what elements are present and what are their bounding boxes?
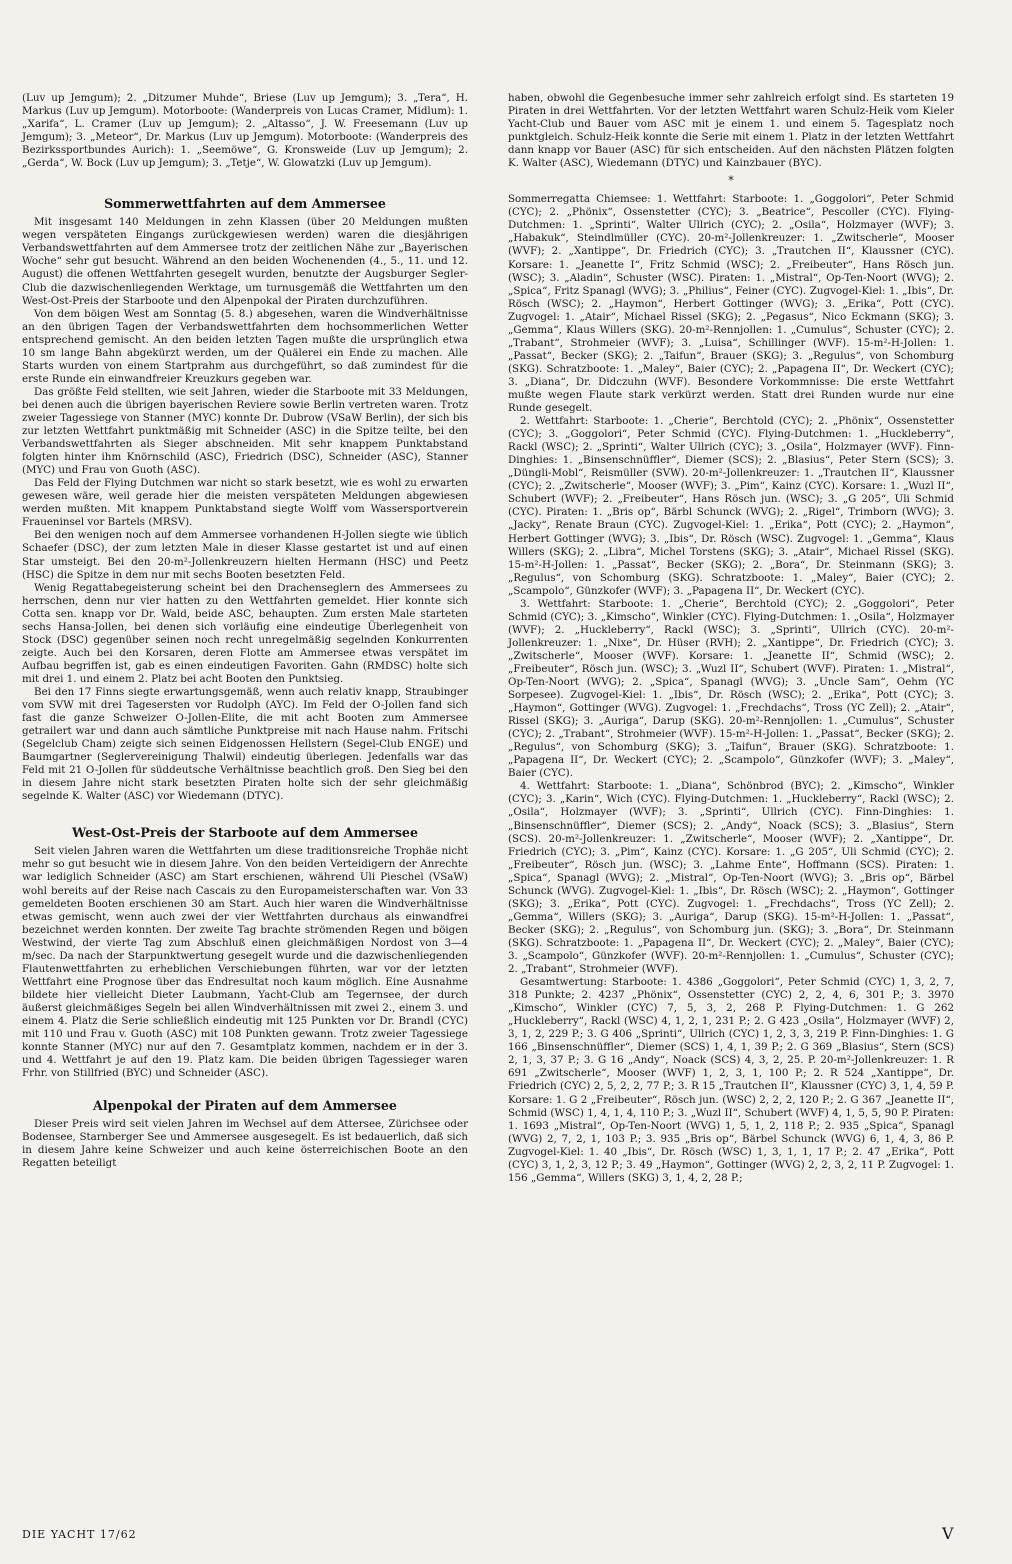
paragraph: Von dem böigen West am Sonntag (5. 8.) abgesehen, waren die Windverhältnisse an den übrigen Tagen der Verbandswettfahrten dem hochsommerlichen Wetter entsprechend gemischt. An den beiden letzten Tagen mußte die ursprünglich etwa 10 sm lange Bahn abgekürzt werden, um der Quälerei ein Ende zu machen. Alle Starts wurden von einem Startprahm aus durchgeführt, so daß zumindest für die erste Runde ein einwandfreier Kreuzkurs gegeben war.: [22, 307, 468, 385]
right-column: [508, 92, 954, 1185]
paragraph: Bei den 17 Finns siegte erwartungsgemäß, wenn auch relativ knapp, Straubinger vom SVW mit drei Tagesersten vor Rudolph (AYC). Im Feld der O-Jollen fand sich fast die ganze Schweizer O-Jollen-Elite, die mit acht Booten zum Ammersee getrailert war und dann auch sämtliche Punktpreise mit nach Hause nahm. Fritschi (Segelclub Cham) zeigte sich seinen Eidgenossen Hellstern (Segel-Club ENGE) und Baumgartner (Seglervereinigung Thalwil) eindeutig überlegen. Jedenfalls war das Feld mit 21 O-Jollen für süddeutsche Verhältnisse beachtlich groß. Den Sieg bei den in diesem Jahre nicht stark besetzten Piraten holte sich der sehr gleichmäßig segelnde K. Walter (ASC) vor Wiedemann (DTYC).: [22, 685, 468, 803]
right-intro-paragraph: haben, obwohl die Gegenbesuche immer sehr zahlreich erfolgt sind. Es starteten 19 Piraten in drei Wettfahrten. Vor der letzten Wettfahrt waren Schulz-Heik vom Kieler Yacht-Club und Bauer vom ASC mit je einem 1. und einem 5. Tagesplatz noch punktgleich. Schulz-Heik konnte die Serie mit einem 1. Platz in der letzten Wettfahrt dann knapp vor Bauer (ASC) für sich entscheiden. Auf den nächsten Plätzen folgten K. Walter (ASC), Wiedemann (DTYC) und Kainzbauer (BYC).: [508, 92, 954, 170]
page-number: V: [942, 1524, 954, 1543]
paragraph: Das Feld der Flying Dutchmen war nicht so stark besetzt, wie es wohl zu erwarten gewesen wäre, weil gerade hier die meisten verspäteten Meldungen abgewiesen werden mußten. Mit knappem Punktabstand siegte Wolff vom Wassersportverein Fraueninsel vor Bartels (MRSV).: [22, 477, 468, 529]
publication-footer: DIE YACHT 17/62: [22, 1528, 137, 1541]
results-paragraph: 2. Wettfahrt: Starboote: 1. „Cherie“, Berchtold (CYC); 2. „Phönix“, Ossenstetter (CYC); 3. „Goggolori“, Peter Schmid (CYC). Flying-Dutchmen: 1. „Huckleberry“, Rackl (WSC); 2. „Sprinti“, Walter Ullrich (CYC); 3. „Osila“, Holzmayer (WVF). Finn-Dinghies: 1. „Binsenschnüffler“, Diemer (SCS); 2. „Blasius“, Peter Stern (SCS); 3. „Düngli-Mobl“, Reismüller (SVW). 20-m²-Jollenkreuzer: 1. „Trautchen II“, Klaussner (CYC); 2. „Zwitscherle“, Mooser (WVF); 3. „Pim“, Kainz (CYC). Korsare: 1. „Wuzl II“, Schubert (WVF); 2. „Freibeuter“, Hans Rösch jun. (WSC); 3. „G 205“, Uli Schmid (CYC). Piraten: 1. „Bris op“, Bärbl Schunck (WVG); 2. „Rigel“, Trimborn (WVG); 3. „Jacky“, Renate Braun (CYC). Zugvogel-Kiel: 1. „Erika“, Pott (CYC); 2. „Haymon“, Herbert Gottinger (WVG); 3. „Ibis“, Dr. Rösch (WSC). Zugvogel: 1. „Gemma“, Klaus Willers (SKG); 2. „Libra“, Michel Torstens (SKG); 3. „Atair“, Michael Rissel (SKG). 15-m²-H-Jollen: 1. „Passat“, Becker (SKG); 2. „Bora“, Dr. Steinmann (SKG); 3. „Regulus“, von Schomburg (SKG). Schratzboote: 1. „Maley“, Baier (CYC); 2. „Scampolo“, Günzkofer (WVF); 3. „Papagena II“, Dr. Weckert (CYC).: [508, 415, 954, 597]
section-heading-west-ost-preis: West-Ost-Preis der Starboote auf dem Ammersee: [72, 825, 418, 841]
paragraph: Bei den wenigen noch auf dem Ammersee vorhandenen H-Jollen siegte wie üblich Schaefer (DSC), der zum letzten Male in dieser Klasse gestartet ist und auf einen Star umsteigt. Bei den 20-m²-Jollenkreuzern hielten Hermann (HSC) und Peetz (HSC) die Spitze in dem nur mit sechs Booten besetzten Feld.: [22, 529, 468, 581]
left-column: [22, 92, 468, 1170]
section-heading-alpenpokal: Alpenpokal der Piraten auf dem Ammersee: [93, 1098, 397, 1114]
paragraph: Wenig Regattabegeisterung scheint bei den Drachenseglern des Ammersees zu herrschen, denn nur vier hatten zu den Wettfahrten gemeldet. Hier konnte sich Cotta sen. knapp vor Dr. Wald, beide ASC, behaupten. Zum ersten Male starteten sechs Hansa-Jollen, bei denen sich vorläufig eine eindeutige Überlegenheit von Stock (DSC) gegenüber seinen noch recht unregelmäßig segelnden Konkurrenten zeigte. Auch bei den Korsaren, deren Flotte am Ammersee etwas verspätet im Aufbau begriffen ist, gab es einen eindeutigen Favoriten. Gahn (RMDSC) holte sich mit drei 1. und einem 2. Platz bei acht Booten den Punktsieg.: [22, 581, 468, 685]
left-intro-paragraph: (Luv up Jemgum); 2. „Ditzumer Muhde“, Briese (Luv up Jemgum); 3. „Tera“, H. Markus (Luv up Jemgum). Motorboote: (Wanderpreis von Lucas Cramer, Midlum): 1. „Xarifa“, L. Cramer (Luv up Jemgum); 2. „Altasso“, J. W. Freesemann (Luv up Jemgum); 3. „Meteor“, Dr. Markus (Luv up Jemgum). Motorboote: (Wanderpreis des Bezirkssportbundes Aurich): 1. „Seemöwe“, G. Kronsweide (Luv up Jemgum); 2. „Gerda“, W. Bock (Luv up Jemgum); 3. „Tetje“, W. Glowatzki (Luv up Jemgum).: [22, 92, 468, 170]
section-separator: *: [728, 174, 734, 188]
section-heading-sommerwettfahrten: Sommerwettfahrten auf dem Ammersee: [104, 196, 386, 212]
results-paragraph: Sommerregatta Chiemsee: 1. Wettfahrt: Starboote: 1. „Goggolori“, Peter Schmid (CYC); 2. „Phönix“, Ossenstetter (CYC); 3. „Beatrice“, Pescoller (CYC). Flying-Dutchmen: 1. „Sprinti“, Walter Ullrich (CYC); 2. „Osila“, Holzmayer (WVF); 3. „Habakuk“, Steindlmüller (CYC). 20-m²-Jollenkreuzer: 1. „Zwitscherle“, Mooser (WVF); 2. „Xantippe“, Dr. Friedrich (CYC); 3. „Trautchen II“, Klaussner (CYC). Korsare: 1. „Jeanette I“, Fritz Schmid (WSC); 2. „Freibeuter“, Hans Rösch jun. (WSC); 3. „Aladin“, Schuster (WSC). Piraten: 1. „Mistral“, Op-Ten-Noort (WVG); 2. „Spica“, Fritz Spanagl (WVG); 3. „Philius“, Feiner (CYC). Zugvogel-Kiel: 1. „Ibis“, Dr. Rösch (WSC); 2. „Haymon“, Herbert Gottinger (WVG); 3. „Erika“, Pott (CYC). Zugvogel: 1. „Atair“, Michael Rissel (SKG); 2. „Pegasus“, Nico Eckmann (SKG); 3. „Gemma“, Klaus Willers (SKG). 20-m²-Rennjollen: 1. „Cumulus“, Schuster (CYC); 2. „Trabant“, Strohmeier (WVF); 3. „Luisa“, Schillinger (WVF). 15-m²-H-Jollen: 1. „Passat“, Becker (SKG); 2. „Taifun“, Brauer (SKG); 3. „Regulus“, von Schomburg (SKG). Schratzboote: 1. „Maley“, Baier (CYC); 2. „Papagena II“, Dr. Weckert (CYC); 3. „Diana“, Dr. Didczuhn (WVF). Besondere Vorkommnisse: Die erste Wettfahrt mußte wegen Flaute stark verkürzt werden. Statt drei Runden wurde nur eine Runde gesegelt.: [508, 193, 954, 415]
paragraph: Dieser Preis wird seit vielen Jahren im Wechsel auf dem Attersee, Zürichsee oder Bodensee, Starnberger See und Ammersee ausgesegelt. Es ist bedauerlich, daß sich in diesem Jahre keine Schweizer und auch keine österreichischen Boote an den Regatten beteiligt: [22, 1118, 468, 1170]
paragraph: Mit insgesamt 140 Meldungen in zehn Klassen (über 20 Meldungen mußten wegen verspäteten Eingangs zurückgewiesen werden) waren die diesjährigen Verbandswettfahrten auf dem Ammersee trotz der zeitlichen Nähe zur „Bayerischen Woche“ sehr gut besucht. Während an den beiden Wochenenden (4., 5., 11. und 12. August) die offenen Wettfahrten gesegelt wurden, benutzte der Augsburger Segler-Club die dazwischenliegenden Werktage, um turnusgemäß die Wettfahrten um den West-Ost-Preis der Starboote und den Alpenpokal der Piraten durchzuführen.: [22, 216, 468, 307]
results-paragraph: 4. Wettfahrt: Starboote: 1. „Diana“, Schönbrod (BYC); 2. „Kimscho“, Winkler (CYC); 3. „Karin“, Wich (CYC). Flying-Dutchmen: 1. „Huckleberry“, Rackl (WSC); 2. „Osila“, Holzmayer (WVF); 3. „Sprinti“, Ullrich (CYC). Finn-Dinghies: 1. „Binsenschnüffler“, Diemer (SCS); 2. „Andy“, Noack (SCS); 3. „Blasius“, Stern (SCS). 20-m²-Jollenkreuzer: 1. „Zwitscherle“, Mooser (WVF); 2. „Xantippe“, Dr. Friedrich (CYC); 3. „Pim“, Kainz (CYC). Korsare: 1. „G 205“, Uli Schmid (CYC); 2. „Freibeuter“, Rösch jun. (WSC); 3. „Lahme Ente“, Hoffmann (SCS). Piraten: 1. „Spica“, Spanagl (WVG); 2. „Mistral“, Op-Ten-Noort (WVG); 3. „Bris op“, Bärbel Schunck (WVG). Zugvogel-Kiel: 1. „Ibis“, Dr. Rösch (WSC); 2. „Haymon“, Gottinger (SKG); 3. „Erika“, Pott (CYC). Zugvogel: 1. „Frechdachs“, Tross (YC Zell); 2. „Gemma“, Willers (SKG); 3. „Auriga“, Darup (SKG). 15-m²-H-Jollen: 1. „Passat“, Becker (SKG); 2. „Regulus“, von Schomburg jun. (SKG); 3. „Bora“, Dr. Steinmann (SKG). Schratzboote: 1. „Papagena II“, Dr. Weckert (CYC); 2. „Maley“, Baier (CYC); 3. „Scampolo“, Günzkofer (WVF). 20-m²-Rennjollen: 1. „Cumulus“, Schuster (CYC); 2. „Trabant“, Strohmeier (WVF).: [508, 780, 954, 976]
paragraph: Das größte Feld stellten, wie seit Jahren, wieder die Starboote mit 33 Meldungen, bei denen auch die übrigen bayerischen Reviere sowie Berlin vertreten waren. Trotz zweier Tagessiege von Stanner (MYC) konnte Dr. Dubrow (VSaW Berlin), der sich bis zur letzten Wettfahrt punktmäßig mit Schneider (ASC) in die Spitze teilte, bei den Verbandswettfahrten als Sieger abschneiden. Mit sehr knappem Punktabstand folgten hinter ihm Knörnschild (ASC), Friedrich (DSC), Schneider (ASC), Stanner (MYC) und Frau von Guoth (ASC).: [22, 385, 468, 477]
results-paragraph: 3. Wettfahrt: Starboote: 1. „Cherie“, Berchtold (CYC); 2. „Goggolori“, Peter Schmid (CYC); 3. „Kimscho“, Winkler (CYC). Flying-Dutchmen: 1. „Osila“, Holzmayer (WVF); 2. „Huckleberry“, Rackl (WSC); 3. „Sprinti“, Ullrich (CYC). 20-m²-Jollenkreuzer: 1. „Nixe“, Dr. Hüser (RVH); 2. „Xantippe“, Dr. Friedrich (CYC); 3. „Zwitscherle“, Mooser (WVF). Korsare: 1. „Jeanette II“, Schmid (WSC); 2. „Freibeuter“, Rösch jun. (WSC); 3. „Wuzl II“, Schubert (WVF). Piraten: 1. „Mistral“, Op-Ten-Noort (WVG); 2. „Spica“, Spanagl (WVG); 3. „Uncle Sam“, Oehm (YC Sorpesee). Zugvogel-Kiel: 1. „Ibis“, Dr. Rösch (WSC); 2. „Erika“, Pott (CYC); 3. „Haymon“, Gottinger (WVG). Zugvogel: 1. „Frechdachs“, Tross (YC Zell); 2. „Atair“, Rissel (SKG); 3. „Auriga“, Darup (SKG). 20-m²-Rennjollen: 1. „Cumulus“, Schuster (CYC); 2. „Trabant“, Strohmeier (WVF). 15-m²-H-Jollen: 1. „Passat“, Becker (SKG); 2. „Regulus“, von Schomburg (SKG); 3. „Taifun“, Brauer (SKG). Schratzboote: 1. „Papagena II“, Dr. Weckert (CYC); 2. „Scampolo“, Günzkofer (WVF); 3. „Maley“, Baier (CYC).: [508, 597, 954, 780]
results-paragraph: Gesamtwertung: Starboote: 1. 4386 „Goggolori“, Peter Schmid (CYC) 1, 3, 2, 7, 318 Punkte; 2. 4237 „Phönix“, Ossenstetter (CYC) 2, 2, 4, 6, 301 P.; 3. 3970 „Kimscho“, Winkler (CYC) 7, 5, 3, 2, 268 P. Flying-Dutchmen: 1. G 262 „Huckleberry“, Rackl (WSC) 4, 1, 2, 1, 231 P.; 2. G 423 „Osila“, Holzmayer (WVF) 2, 3, 1, 2, 229 P.; 3. G 406 „Sprinti“, Ullrich (CYC) 1, 2, 3, 3, 219 P. Finn-Dinghies: 1. G 166 „Binsenschnüffler“, Diemer (SCS) 1, 4, 1, 39 P.; 2. G 369 „Blasius“, Stern (SCS) 2, 1, 3, 37 P.; 3. G 16 „Andy“, Noack (SCS) 4, 3, 2, 25. P. 20-m²-Jollenkreuzer: 1. R 691 „Zwitscherle“, Mooser (WVF) 1, 2, 3, 1, 100 P.; 2. R 524 „Xantippe“, Dr. Friedrich (CYC) 2, 5, 2, 2, 77 P.; 3. R 15 „Trautchen II“, Klaussner (CYC) 3, 1, 4, 59 P. Korsare: 1. G 2 „Freibeuter“, Rösch jun. (WSC) 2, 2, 2, 120 P.; 2. G 367 „Jeanette II“, Schmid (WSC) 1, 4, 1, 4, 110 P.; 3. „Wuzl II“, Schubert (WVF) 4, 1, 5, 5, 90 P. Piraten: 1. 1693 „Mistral“, Op-Ten-Noort (WVG) 1, 5, 1, 2, 118 P.; 2. 935 „Spica“, Spanagl (WVG) 2, 7, 2, 1, 103 P.; 3. 935 „Bris op“, Bärbel Schunck (WVG) 6, 1, 4, 3, 86 P. Zugvogel-Kiel: 1. 40 „Ibis“, Dr. Rösch (WSC) 1, 3, 1, 1, 17 P.; 2. 47 „Erika“, Pott (CYC) 3, 1, 2, 3, 12 P.; 3. 49 „Haymon“, Gottinger (WVG) 2, 2, 3, 2, 11 P. Zugvogel: 1. 156 „Gemma“, Willers (SKG) 3, 1, 4, 2, 28 P.;: [508, 976, 954, 1184]
paragraph: Seit vielen Jahren waren die Wettfahrten um diese traditionsreiche Trophäe nicht mehr so gut besucht wie in diesem Jahre. Von den beiden Verteidigern der Anrechte war lediglich Schneider (ASC) am Start erschienen, während Uli Pieschel (VSaW) wohl bereits auf der Reise nach Cascais zu den Europameisterschaften war. Von 33 gemeldeten Booten erschienen 30 am Start. Auch hier waren die Windverhältnisse etwas gemischt, wenn auch zwei der vier Wettfahrten durchaus als einwandfrei bezeichnet werden konnten. Der zweite Tag brachte strömenden Regen und böigen Westwind, der vierte Tag zum Abschluß einen gleichmäßigen Nordost von 3—4 m/sec. Da nach der Starpunktwertung gesegelt wurde und die dazwischenliegenden Flautenwettfahrten zu erheblichen Verschiebungen führten, war vor der letzten Wettfahrt eine Prognose über das Endresultat noch kaum möglich. Eine Ausnahme bildete hier vielleicht Dieter Laubmann, Yacht-Club am Tegernsee, der durch äußerst gleichmäßiges Segeln bei allen Windverhältnissen mit zwei 2., einem 3. und einem 4. Platz die Serie schließlich eindeutig mit 125 Punkten vor Dr. Brandl (CYC) mit 110 und Frau v. Guoth (ASC) mit 108 Punkten gewann. Trotz zweier Tagessiege konnte Stanner (MYC) nur auf den 7. Gesamtplatz kommen, nachdem er in der 3. und 4. Wettfahrt je auf den 19. Platz kam. Die beiden übrigen Tagessieger waren Frhr. von Stillfried (BYC) und Schneider (ASC).: [22, 845, 468, 1080]
